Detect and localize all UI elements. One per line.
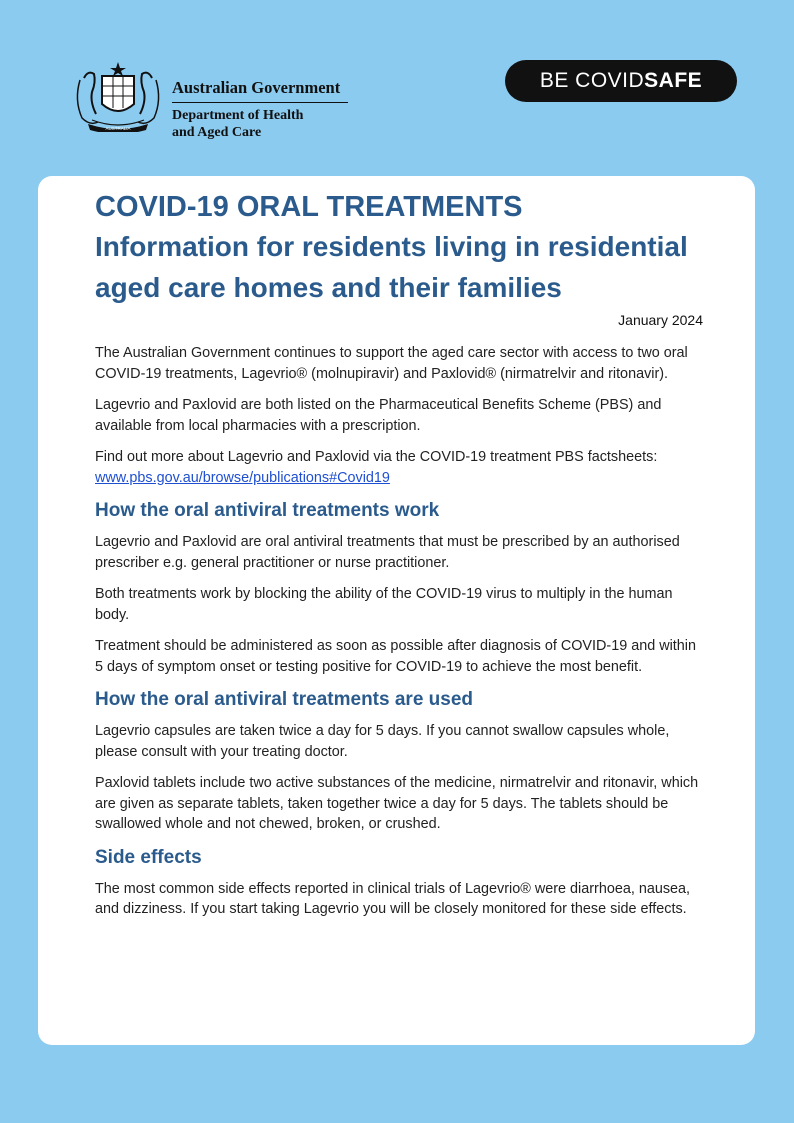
coat-of-arms-icon (72, 60, 164, 132)
document-title: COVID-19 ORAL TREATMENTS (95, 191, 523, 223)
campaign-prefix: BE COVID (539, 69, 645, 92)
section-1-paragraph-3: Treatment should be administered as soon as possible after diagnosis of COVID-19 and within 5 days of symptom onset or testing positive for COVID-19 to achieve the most benefit. (95, 638, 696, 675)
publication-date: January 2024 (618, 312, 703, 328)
government-title: Australian Government (172, 78, 348, 103)
content-card (38, 176, 755, 1045)
section-2-paragraph-1: Lagevrio capsules are taken twice a day for 5 days. If you cannot swallow capsules whole, please consult with your treating doctor. (95, 723, 670, 760)
intro-paragraph-1: The Australian Government continues to support the aged care sector with access to two oral COVID-19 treatments, Lagevrio® (molnupiravir) and Paxlovid® (nirmatrelvir and ritonavir). (95, 345, 688, 382)
department-name-line1: Department of Health (172, 108, 304, 123)
section-heading-how-work: How the oral antiviral treatments work (95, 500, 440, 521)
section-1-paragraph-2: Both treatments work by blocking the ability of the COVID-19 virus to multiply in the human body. (95, 586, 673, 623)
section-1-paragraph-1: Lagevrio and Paxlovid are oral antiviral treatments that must be prescribed by an authorised prescriber e.g. general practitioner or nurse practitioner. (95, 534, 680, 571)
section-heading-side-effects: Side effects (95, 846, 202, 868)
document-subtitle: Information for residents living in residential aged care homes and their families (95, 231, 688, 303)
intro-paragraph-3 (95, 447, 703, 488)
document-body (95, 190, 703, 920)
intro-paragraph-3-text: Find out more about Lagevrio and Paxlovid via the COVID-19 treatment PBS factsheets: (95, 449, 658, 465)
campaign-suffix: SAFE (644, 69, 703, 92)
section-3-paragraph-1: The most common side effects reported in clinical trials of Lagevrio® were diarrhoea, nausea, and dizziness. If you start taking Lagevrio you will be closely monitored for these side effects. (95, 880, 691, 917)
intro-paragraph-2: Lagevrio and Paxlovid are both listed on the Pharmaceutical Benefits Scheme (PBS) and available from local pharmacies with a prescription. (95, 397, 662, 434)
be-covidsafe-badge (505, 60, 737, 102)
page-header (0, 0, 794, 176)
section-heading-how-used: How the oral antiviral treatments are used (95, 689, 474, 710)
government-branding (172, 78, 348, 141)
section-2-paragraph-2: Paxlovid tablets include two active substances of the medicine, nirmatrelvir and ritonavir, which are given as separate tablets, taken together twice a day for 5 days. The tablets should be swallowed whole and not chewed, broken, or crushed. (95, 775, 699, 832)
department-name-line2: and Aged Care (172, 125, 262, 140)
pbs-factsheets-link[interactable]: www.pbs.gov.au/browse/publications#Covid19 (95, 469, 390, 486)
svg-text:AUSTRALIA: AUSTRALIA (105, 126, 131, 131)
